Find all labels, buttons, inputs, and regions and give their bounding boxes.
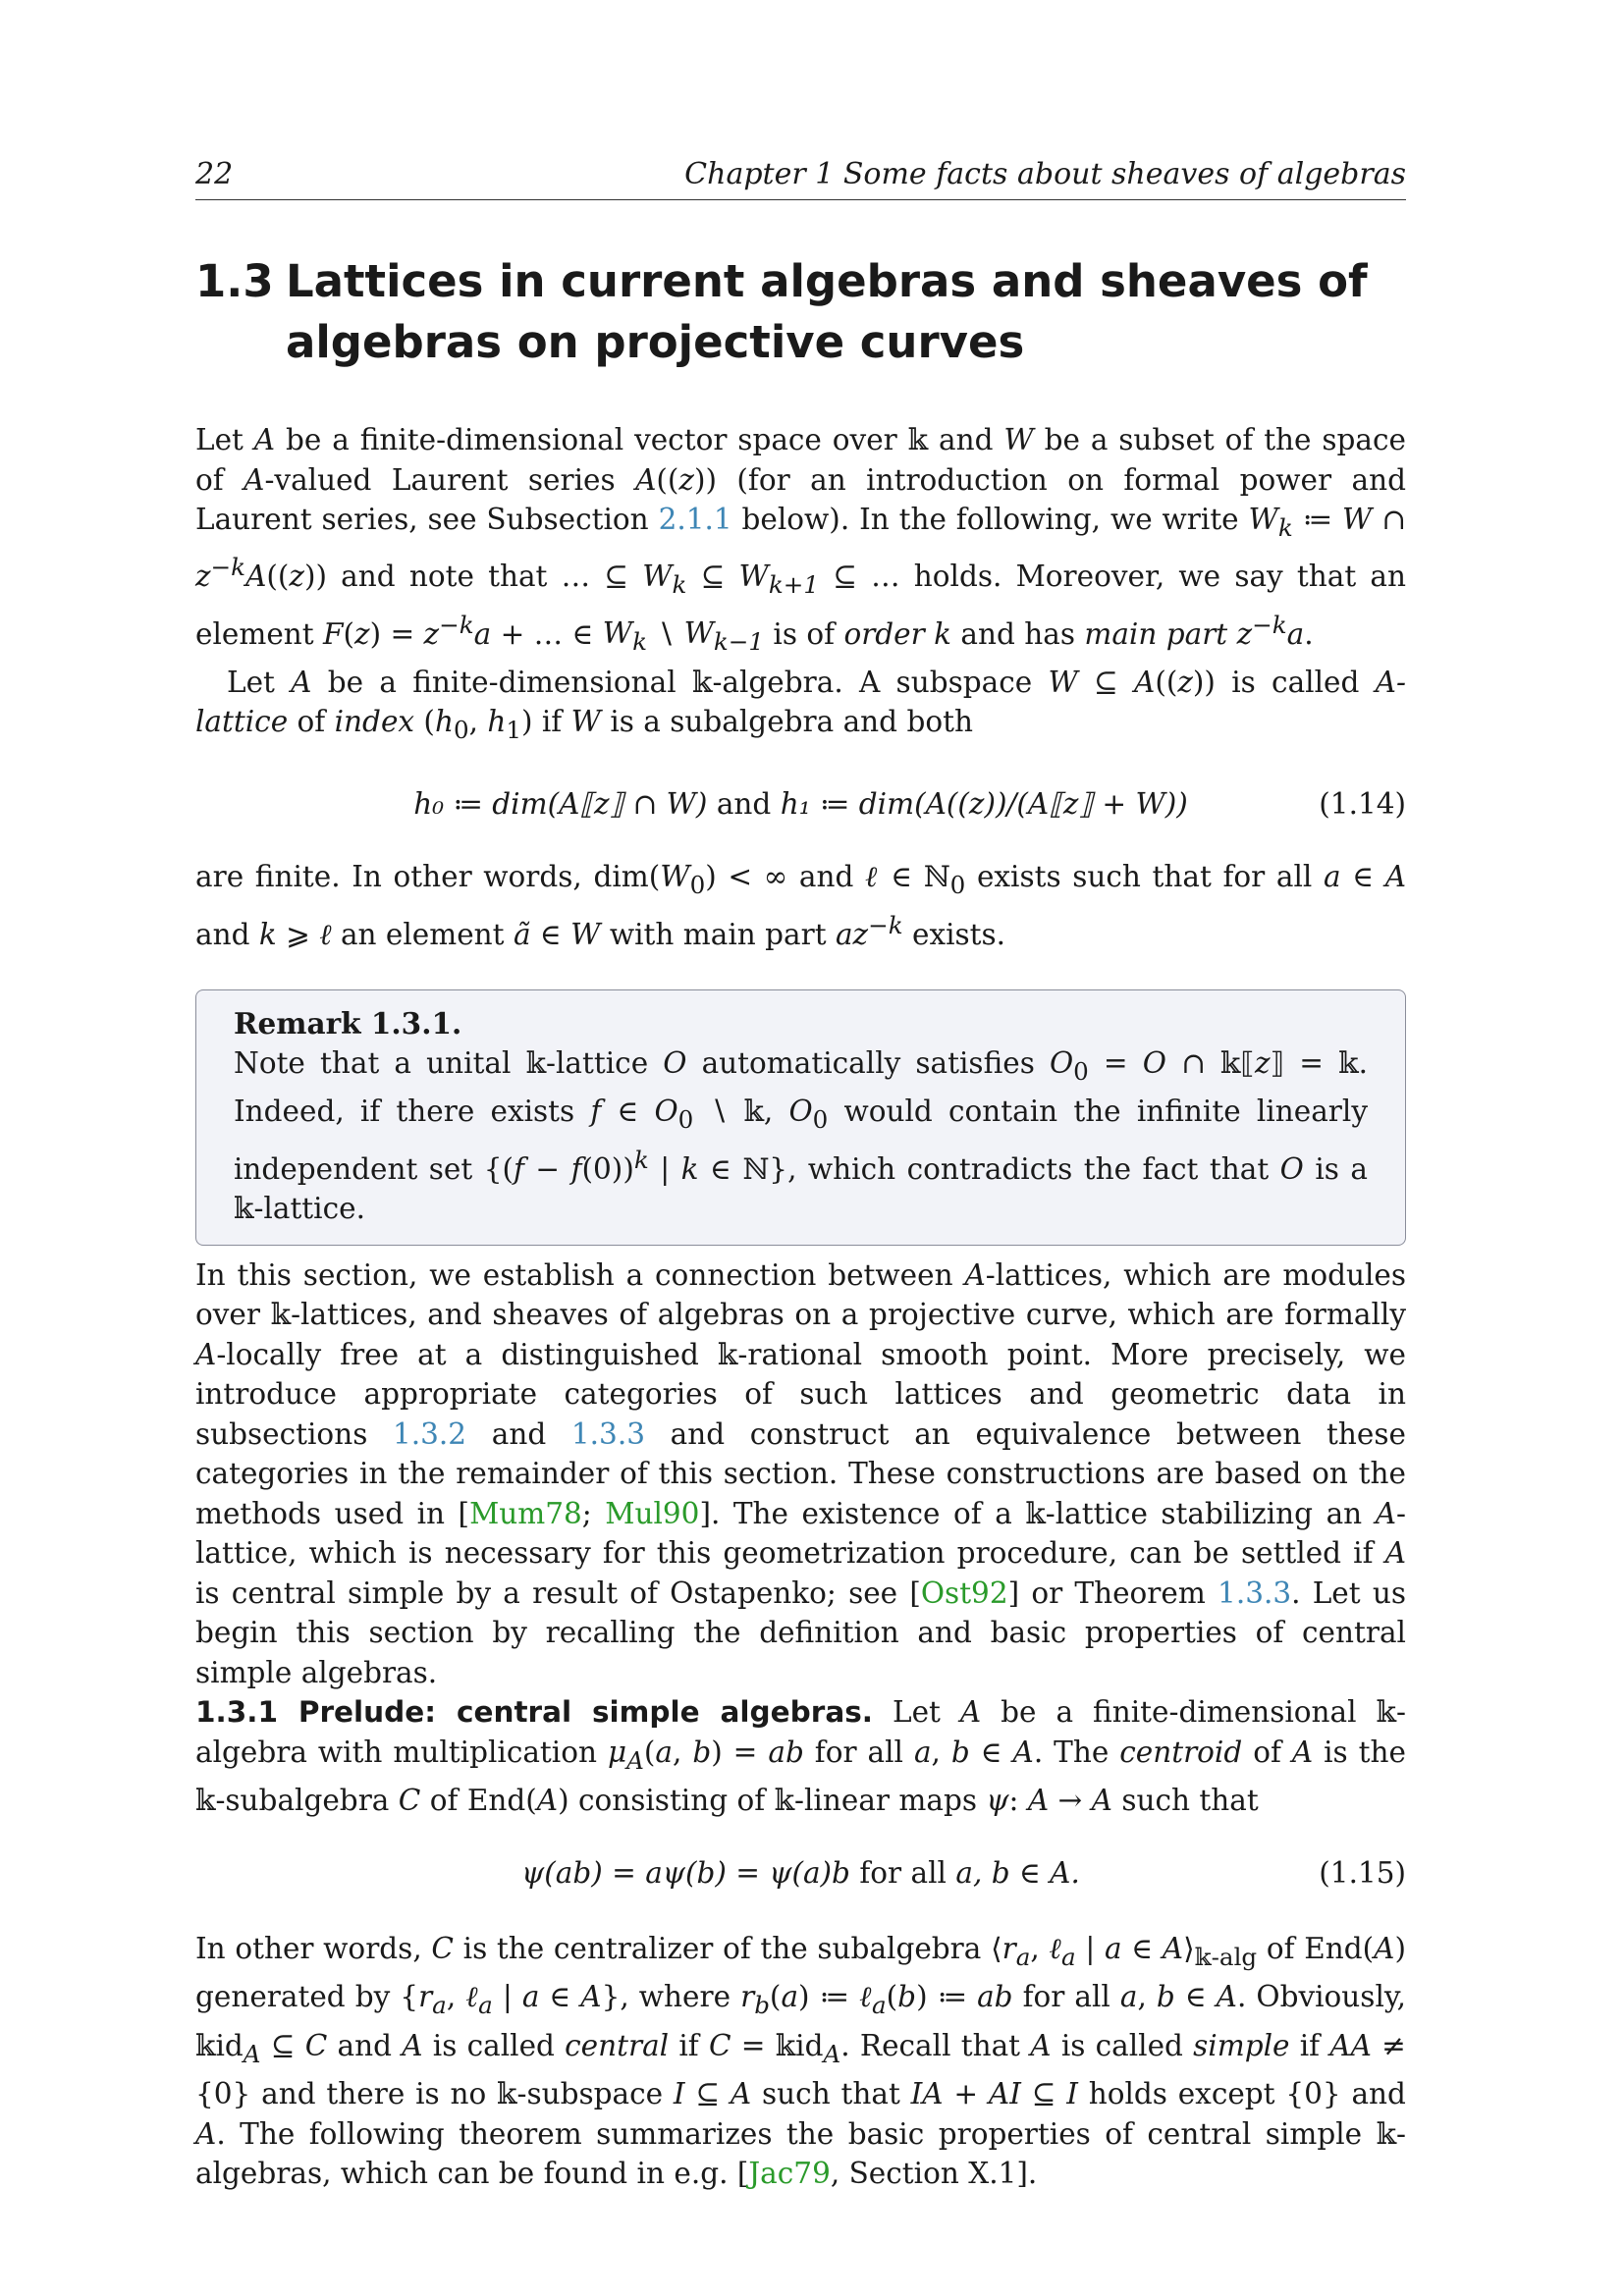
theorem-link-1-3-3[interactable]: 1.3.3 <box>1218 1575 1292 1610</box>
equation-1-15: ψ(ab) = aψ(b) = ψ(a)b for all a, b ∈ A. (1.15) <box>195 1853 1406 1894</box>
section-number: 1.3 <box>195 255 274 307</box>
paragraph-finite: are finite. In other words, $dim(W_0)$ < ∞ and ℓ ∈ ℕ$_0$ exists such that for all a ∈ A and k ⩾ ℓ an element ã ∈ W with main part $az^{-k}$ exists. <box>195 860 1406 951</box>
section-heading <box>195 251 1406 373</box>
citation-mul90[interactable]: Mul90 <box>605 1496 700 1530</box>
citation-jac79[interactable]: Jac79 <box>748 2157 831 2191</box>
paragraph-lattice-definition: Let A be a finite-dimensional 𝕜-algebra. A subspace W ⊆ A((z)) is called A-lattice of index ($h_0$, $h_1$) if W is a subalgebra and both <box>195 665 1406 745</box>
page <box>195 157 1406 2194</box>
section-title: Lattices in current algebras and sheaves of algebras on projective curves <box>286 255 1368 368</box>
subsection-link-1-3-2[interactable]: 1.3.2 <box>393 1416 467 1451</box>
paragraph-centralizer: In other words, C is the centralizer of the subalgebra $⟨r_a$, ℓ$_a$ | a ∈ $A⟩_{𝕜-alg}$ of End(A) generated by {$r_a$, ℓ$_a$ | a ∈ A}, where $r_b(a)$ ≔ ℓ$_a$(b) ≔ ab for all a, b ∈ A. Obviously, 𝕜id$_A$ ⊆ C and A is called central if C = 𝕜id$_A$. Recall that A is called simple if AA ≠ {0} and there is no 𝕜-subspace I ⊆ A such that IA + AI ⊆ I holds except {0} and A. The following theorem summarizes the basic properties of central simple 𝕜-algebras, which can be found in e.g. [Jac79, Section X.1]. <box>195 1931 1407 2191</box>
subsection-link-2-1-1[interactable]: 2.1.1 <box>658 503 732 536</box>
running-header <box>195 157 1406 200</box>
citation-ost92[interactable]: Ost92 <box>920 1575 1008 1610</box>
subsection-1-3-1: 1.3.1 Prelude: central simple algebras. Let A be a finite-dimensional 𝕜-algebra with multiplication $\mu_A(a$, b) = ab for all a, b ∈ A. The centroid of A is the 𝕜-subalgebra C of End(A) consisting of 𝕜-linear maps ψ: A → A such that <box>195 1695 1406 1817</box>
remark-title: Remark 1.3.1. <box>234 1005 462 1041</box>
paragraph-intro: Let A be a finite-dimensional vector space over 𝕜 and W be a subset of the space of A-valued Laurent series A((z)) (for an introduction on formal power and Laurent series, see Subsection 2.1.1 below). In the following, we write $W_k$ ≔ W ∩ $z^{-k}A((z))$ and note that … ⊆ $W_k$ ⊆ $W_{k+1}$ ⊆ … holds. Moreover, we say that an element $F(z) = z^{-k}a$ + … ∈ $W_k$ ∖ $W_{k-1}$ is of order k and has main part $z^{-k}a$. <box>195 423 1406 657</box>
citation-mum78[interactable]: Mum78 <box>469 1496 582 1530</box>
equation-tag: (1.14) <box>1319 786 1406 821</box>
page-number: 22 <box>195 157 234 191</box>
paragraph-section-overview: In this section, we establish a connection between A-lattices, which are modules over 𝕜-lattices, and sheaves of algebras on a projective curve, which are formally A-locally free at a distinguished 𝕜-rational smooth point. More precisely, we introduce appropriate categories of such lattices and geometric data in subsections 1.3.2 and 1.3.3 and construct an equivalence between these categories in the remainder of this section. These constructions are based on the methods used in [Mum78; Mul90]. The existence of a 𝕜-lattice stabilizing an A-lattice, which is necessary for this geometrization procedure, can be settled if A is central simple by a result of Ostapenko; see [Ost92] or Theorem 1.3.3. Let us begin this section by recalling the definition and basic properties of central simple algebras. <box>195 1257 1406 1689</box>
equation-tag: (1.15) <box>1319 1856 1406 1891</box>
remark-text: Note that a unital 𝕜-lattice O automatically satisfies $O_0 = O$ ∩ 𝕜⟦z⟧ = 𝕜. Indeed, if there exists f ∈ $O_0$ ∖ 𝕜, $O_0$ would contain the infinite linearly independent set {$(f - f(0))^k$ | k ∈ ℕ}, which contradicts the fact that O is a 𝕜-lattice. <box>234 1045 1368 1226</box>
subsection-heading: 1.3.1 Prelude: central simple algebras. <box>195 1695 873 1730</box>
remark-box <box>195 989 1406 1246</box>
equation-1-14: h₀ ≔ dim(A⟦z⟧ ∩ W) and h₁ ≔ dim(A((z))/(A⟦z⟧ + W)) (1.14) <box>195 784 1406 825</box>
chapter-title: Chapter 1 Some facts about sheaves of algebras <box>684 157 1406 191</box>
subsection-link-1-3-3[interactable]: 1.3.3 <box>570 1416 645 1451</box>
